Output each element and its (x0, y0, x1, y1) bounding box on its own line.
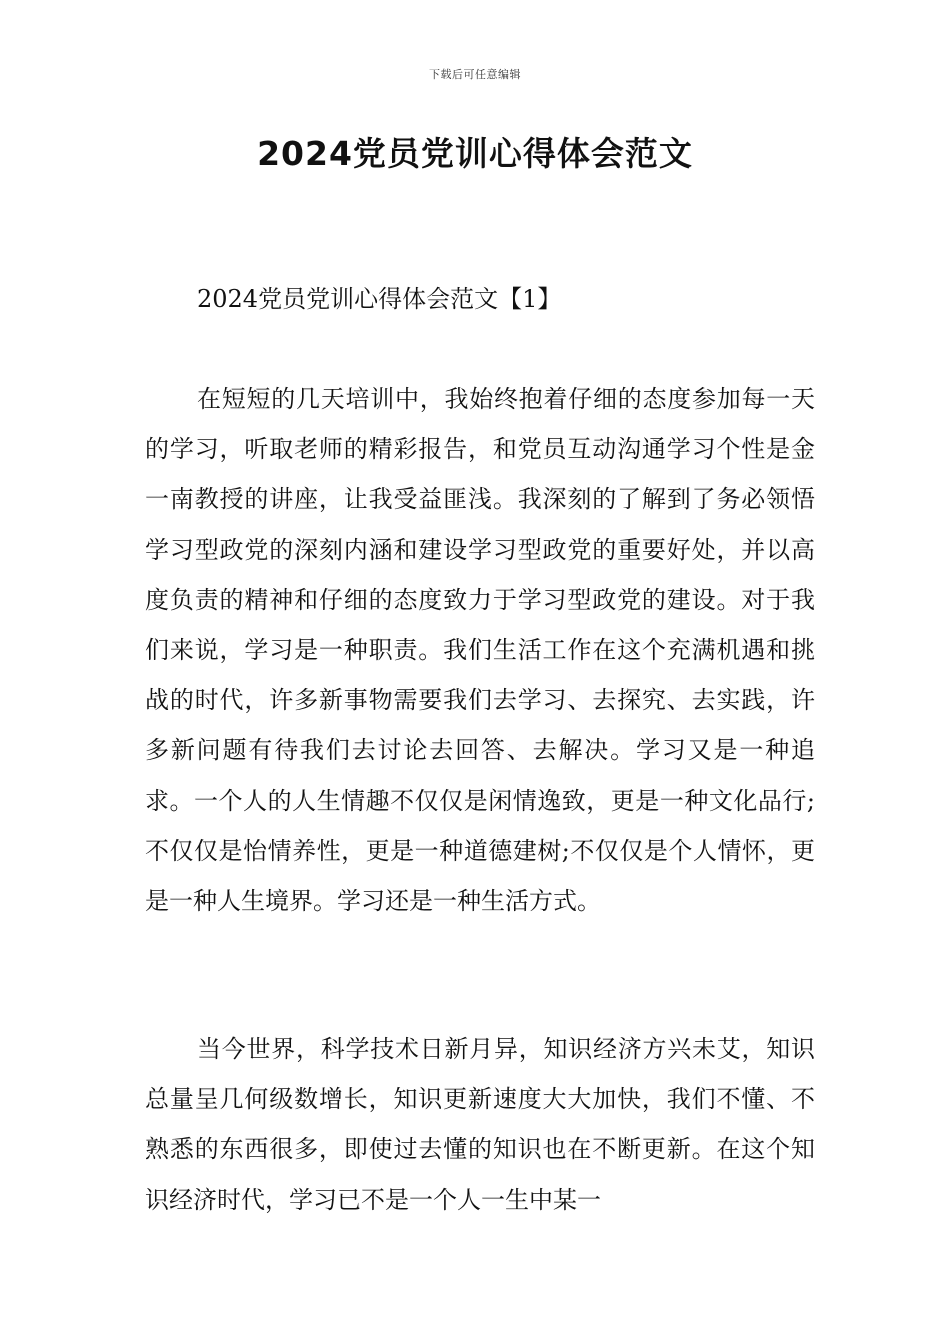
paragraph: 当今世界，科学技术日新月异，知识经济方兴未艾，知识总量呈几何级数增长，知识更新速度大大加快，我们不懂、不熟悉的东西很多，即使过去懂的知识也在不断更新。在这个知识经济时代，学习已不是一个人一生中某一 (145, 1035, 815, 1214)
section-heading: 2024党员党训心得体会范文【1】 (197, 285, 562, 313)
document-title: 2024党员党训心得体会范文 (257, 134, 693, 173)
paragraph: 在短短的几天培训中，我始终抱着仔细的态度参加每一天的学习，听取老师的精彩报告，和党员互动沟通学习个性是金一南教授的讲座，让我受益匪浅。我深刻的了解到了务必领悟学习型政党的深刻内涵和建设学习型政党的重要好处，并以高度负责的精神和仔细的态度致力于学习型政党的建设。对于我们来说，学习是一种职责。我们生活工作在这个充满机遇和挑战的时代，许多新事物需要我们去学习、去探究、去实践，许多新问题有待我们去讨论去回答、去解决。学习又是一种追求。一个人的人生情趣不仅仅是闲情逸致，更是一种文化品行;不仅仅是怡情养性，更是一种道德建树;不仅仅是个人情怀，更是一种人生境界。学习还是一种生活方式。 (145, 385, 815, 916)
header-note: 下载后可任意编辑 (429, 68, 521, 81)
